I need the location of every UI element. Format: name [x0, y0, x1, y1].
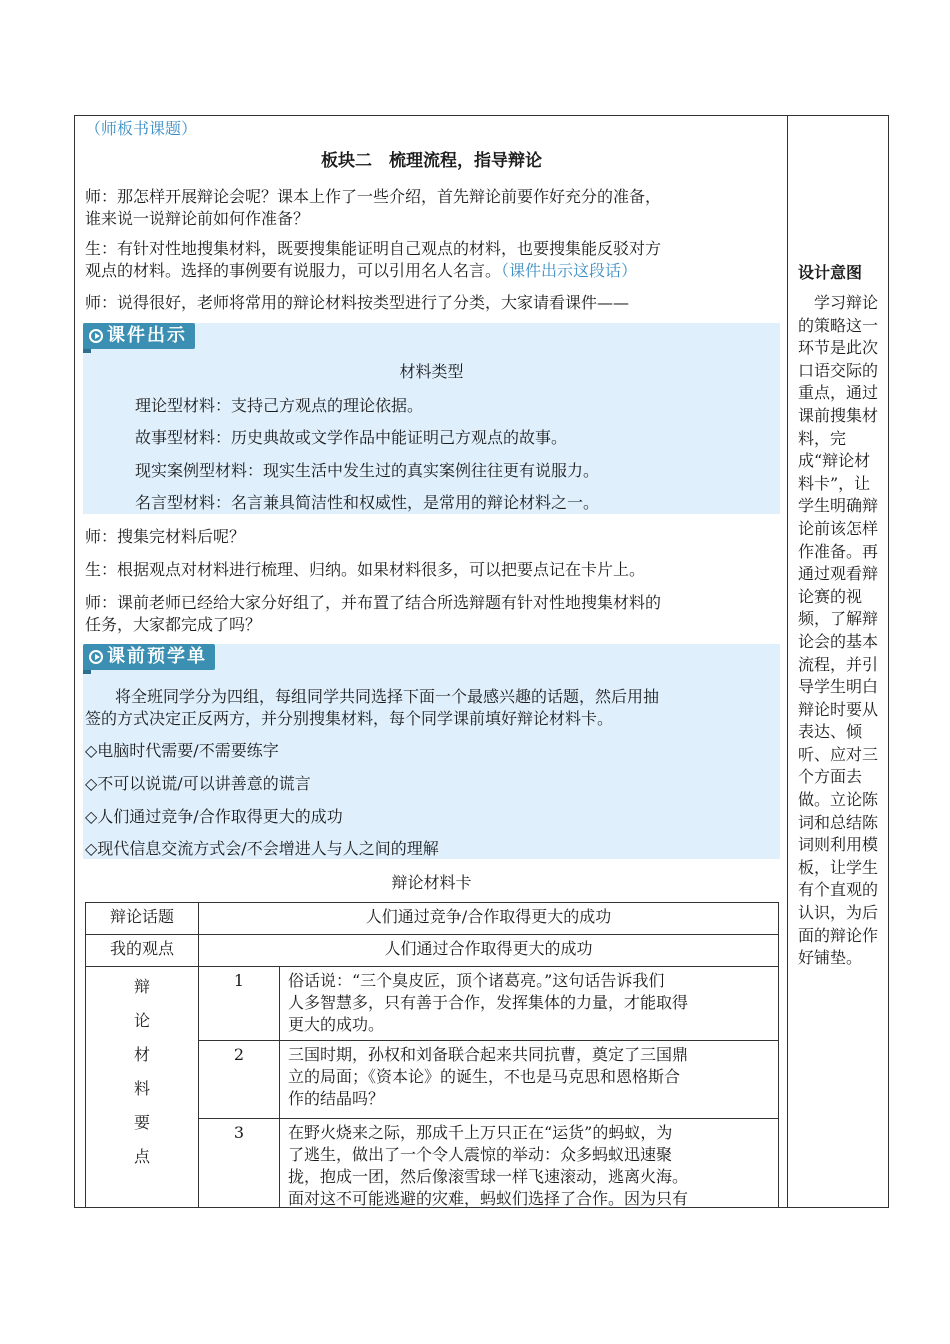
- board-note: （师板书课题）: [85, 119, 198, 138]
- material-number: 2: [199, 1041, 280, 1119]
- design-intent-text: 学习辩论的策略这一环节是此次口语交际的重点，通过课前搜集材料，完成“辩论材料卡”，让学生明确辩论前该怎样作准备。再通过观看辩论赛的视频，了解辩论会的基本流程，并引导学生明白辩论时要从表达、倾听、应对三个方面去做。立论陈词和总结陈词则利用模板，让学生有个直观的认识，为后面的辩论作好铺垫。: [798, 293, 879, 968]
- topic-item: ◇现代信息交流方式会/不会增进人与人之间的理解: [85, 839, 439, 858]
- material-line: 俗话说：“三个臭皮匠，顶个诸葛亮。”这句话告诉我们: [288, 971, 665, 990]
- tag-tail: [83, 670, 91, 674]
- label-char: 论: [133, 1011, 150, 1030]
- material-type-case: 现实案例型材料：现实生活中发生过的真实案例往往更有说服力。: [135, 461, 600, 480]
- material-line: 面对这不可能逃避的灾难，蚂蚁们选择了合作。因为只有: [288, 1189, 689, 1207]
- section-title: 板块二 梳理流程，指导辩论: [321, 151, 542, 171]
- material-text: [280, 1119, 779, 1208]
- label-char: 辩: [133, 977, 150, 996]
- material-number: 1: [199, 967, 280, 1041]
- dialogue-teacher-4: 师：搜集完材料后呢？: [85, 527, 246, 546]
- card-title: 辩论材料卡: [391, 873, 472, 892]
- view-label: 我的观点: [86, 935, 199, 967]
- lesson-plan-table: [74, 115, 889, 1208]
- topic-label: 辩论话题: [86, 903, 199, 935]
- preview-panel: [83, 644, 780, 859]
- view-value: 人们通过合作取得更大的成功: [199, 935, 779, 967]
- dialogue-student-2a: 生：有针对性地搜集材料，既要搜集能证明自己观点的材料，也要搜集能反驳对方: [85, 239, 662, 258]
- dialogue-teacher-1a: 师：那怎样开展辩论会呢？课本上作了一些介绍，首先辩论前要作好充分的准备，: [85, 187, 662, 206]
- label-char: 要: [133, 1113, 150, 1132]
- label-char: 点: [133, 1147, 150, 1166]
- material-line: 作的结晶吗？: [288, 1089, 385, 1108]
- material-line: 拢，抱成一团，然后像滚雪球一样飞速滚动，逃离火海。: [288, 1167, 689, 1186]
- material-line: 三国时期，孙权和刘备联合起来共同抗曹，奠定了三国鼎: [288, 1045, 689, 1064]
- dialogue-student-5: 生：根据观点对材料进行梳理、归纳。如果材料很多，可以把要点记在卡片上。: [85, 560, 646, 579]
- material-line: 在野火烧来之际，那成千上万只正在“运货”的蚂蚁，为: [288, 1123, 673, 1142]
- preview-tag-label: 课前预学单: [107, 646, 207, 667]
- courseware-note: （课件出示这段话）: [501, 261, 638, 280]
- label-char: 料: [133, 1079, 150, 1098]
- preview-intro-b: 签的方式决定正反两方，并分别搜集材料，每个同学课前填好辩论材料卡。: [85, 709, 614, 728]
- courseware-tag-label: 课件出示: [107, 325, 187, 346]
- dialogue-teacher-3: 师：说得很好，老师将常用的辩论材料按类型进行了分类，大家请看课件——: [85, 293, 630, 312]
- material-number: 3: [199, 1119, 280, 1208]
- topic-item: ◇人们通过竞争/合作取得更大的成功: [85, 807, 343, 826]
- preview-tag: [83, 644, 215, 670]
- play-circle-icon: [89, 650, 103, 664]
- courseware-panel: [83, 323, 780, 514]
- main-column: [75, 116, 788, 1207]
- material-types-title: 材料类型: [399, 362, 464, 381]
- material-line: 人多智慧多，只有善于合作，发挥集体的力量，才能取得: [288, 993, 689, 1012]
- material-type-story: 故事型材料：历史典故或文学作品中能证明己方观点的故事。: [135, 428, 568, 447]
- material-type-theory: 理论型材料：支持己方观点的理论依据。: [135, 396, 424, 415]
- material-line: 立的局面；《资本论》的诞生，不也是马克思和恩格斯合: [288, 1067, 681, 1086]
- material-text: [280, 967, 779, 1041]
- tag-tail: [83, 349, 91, 353]
- dialogue-teacher-6a: 师：课前老师已经给大家分好组了，并布置了结合所选辩题有针对性地搜集材料的: [85, 593, 662, 612]
- topic-item: ◇不可以说谎/可以讲善意的谎言: [85, 774, 311, 793]
- debate-material-card: [85, 902, 779, 1207]
- topic-item: ◇电脑时代需要/不需要练字: [85, 741, 279, 760]
- design-intent-title: 设计意图: [798, 263, 863, 282]
- dialogue-student-2b: [85, 260, 637, 282]
- material-points-label: [86, 967, 199, 1208]
- dialogue-student-2b-text: 观点的材料。选择的事例要有说服力，可以引用名人名言。: [85, 261, 502, 280]
- material-line: 更大的成功。: [288, 1015, 385, 1034]
- material-type-quote: 名言型材料：名言兼具简洁性和权威性，是常用的辩论材料之一。: [135, 493, 600, 512]
- design-intent-column: [788, 116, 888, 1207]
- dialogue-teacher-1b: 谁来说一说辩论前如何作准备？: [85, 209, 310, 228]
- topic-value: 人们通过竞争/合作取得更大的成功: [199, 903, 779, 935]
- courseware-tag: [83, 323, 195, 349]
- material-line: 了逃生，做出了一个令人震惊的举动：众多蚂蚁迅速聚: [288, 1145, 673, 1164]
- dialogue-teacher-6b: 任务，大家都完成了吗？: [85, 615, 262, 634]
- material-text: [280, 1041, 779, 1119]
- play-circle-icon: [89, 329, 103, 343]
- label-char: 材: [133, 1045, 150, 1064]
- preview-intro-a: 将全班同学分为四组，每组同学共同选择下面一个最感兴趣的话题，然后用抽: [115, 687, 660, 706]
